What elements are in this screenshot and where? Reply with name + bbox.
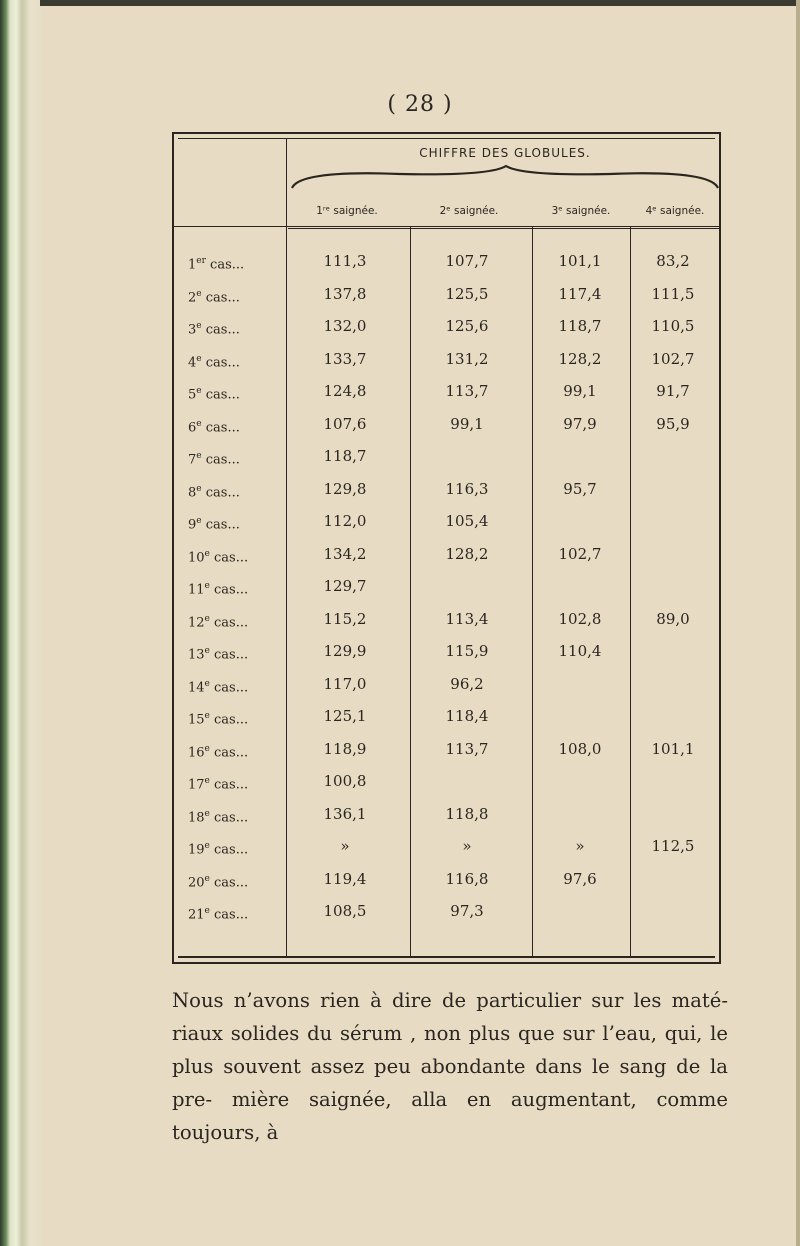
table-row	[0, 505, 800, 537]
cell-saignee-4: 102,7	[651, 349, 695, 368]
case-label	[188, 895, 288, 927]
page-top-edge	[40, 0, 800, 6]
case-ordinal-suffix: e	[204, 808, 210, 819]
cell-saignee-2: 96,2	[450, 674, 484, 693]
cell-saignee-4	[630, 668, 716, 700]
case-label	[188, 700, 288, 732]
case-label	[188, 765, 288, 797]
case-number: 8	[188, 484, 197, 500]
cell-saignee-1: »	[340, 837, 350, 855]
cell-saignee-2: 113,4	[445, 609, 489, 628]
case-text: cas...	[209, 809, 249, 825]
case-ordinal-suffix: e	[204, 711, 210, 721]
case-ordinal-suffix: e	[196, 353, 202, 364]
case-number: 2	[188, 289, 197, 305]
case-label	[188, 440, 288, 472]
cell-saignee-1: 118,7	[323, 447, 367, 465]
cell-saignee-3	[530, 798, 630, 830]
group-title: CHIFFRE DES GLOBULES.	[419, 146, 591, 160]
case-text: cas...	[209, 647, 249, 663]
cell-saignee-4: 89,0	[656, 609, 690, 628]
case-number: 9	[188, 517, 197, 533]
cell-saignee-3: 102,7	[558, 544, 602, 563]
case-label	[188, 310, 288, 342]
cell-saignee-3: 118,7	[558, 317, 602, 335]
subheader-divider-left	[174, 226, 719, 227]
cell-saignee-3	[530, 895, 630, 927]
case-number: 11	[188, 582, 205, 598]
cell-saignee-1: 108,5	[323, 902, 367, 920]
cell-saignee-3: 108,0	[558, 739, 602, 758]
table-row	[0, 570, 800, 602]
cell-saignee-3	[530, 440, 630, 472]
table-row	[0, 440, 800, 472]
cell-saignee-2: 125,5	[445, 284, 489, 303]
case-text: cas...	[209, 712, 249, 728]
cell-saignee-4: 101,1	[651, 739, 695, 758]
case-number: 15	[188, 712, 205, 728]
cell-saignee-2: 113,7	[445, 739, 489, 758]
cell-saignee-3: 128,2	[558, 349, 602, 368]
body-paragraph: Nous n’avons rien à dire de particulier sur les maté- riaux solides du sérum , non plus que sur l’eau, qui, le plus souvent assez peu abondante dans le sang de la pre- mière saignée, alla en augmentant, comme toujours, à	[172, 989, 728, 1144]
cell-saignee-2: 116,8	[445, 869, 489, 888]
cell-saignee-1: 111,3	[323, 252, 367, 270]
case-text: cas...	[201, 452, 240, 468]
case-number: 10	[188, 549, 205, 565]
case-label	[188, 668, 288, 700]
cell-saignee-4: 83,2	[656, 252, 690, 270]
case-text: cas...	[205, 257, 245, 273]
table-row	[0, 668, 800, 700]
cell-saignee-3: 101,1	[558, 252, 602, 270]
cell-saignee-1: 119,4	[323, 869, 367, 888]
case-label	[188, 375, 288, 407]
case-text: cas...	[209, 907, 249, 923]
column-header-3: 3ᵉ saignée.	[551, 205, 611, 217]
case-label	[188, 863, 288, 895]
cell-saignee-1: 107,6	[323, 414, 367, 433]
case-text: cas...	[201, 484, 240, 500]
case-label	[188, 733, 288, 765]
case-ordinal-suffix: e	[204, 906, 210, 916]
cell-saignee-4	[630, 635, 716, 667]
cell-saignee-2: 115,9	[445, 642, 489, 660]
table-row	[0, 375, 800, 407]
case-text: cas...	[209, 549, 249, 565]
table-row	[0, 895, 800, 927]
cell-saignee-1: 118,9	[323, 739, 367, 758]
case-ordinal-suffix: e	[196, 418, 202, 429]
case-label	[188, 473, 288, 505]
case-ordinal-suffix: e	[196, 288, 202, 299]
cell-saignee-2: 105,4	[445, 512, 489, 530]
case-ordinal-suffix: e	[204, 581, 210, 591]
table-row	[0, 278, 800, 310]
case-text: cas...	[201, 354, 240, 370]
case-label	[188, 570, 288, 602]
case-label	[188, 830, 288, 862]
case-number: 17	[188, 777, 205, 793]
case-label	[188, 408, 288, 440]
cell-saignee-1: 133,7	[323, 349, 367, 368]
cell-saignee-3: 95,7	[563, 479, 597, 498]
cell-saignee-3: 110,4	[558, 642, 602, 660]
cell-saignee-4: 95,9	[656, 414, 690, 433]
cell-saignee-2	[408, 570, 526, 602]
case-label	[188, 278, 288, 310]
table-row	[0, 603, 800, 635]
case-ordinal-suffix: e	[204, 548, 210, 559]
table-row	[0, 798, 800, 830]
case-number: 19	[188, 842, 205, 858]
case-ordinal-suffix: e	[204, 776, 210, 786]
cell-saignee-3: 97,6	[563, 869, 597, 888]
column-header-2: 2ᵉ saignée.	[439, 205, 499, 217]
cell-saignee-2: 128,2	[445, 544, 489, 563]
cell-saignee-1: 115,2	[323, 609, 367, 628]
case-label	[188, 505, 288, 537]
cell-saignee-2: 131,2	[445, 349, 489, 368]
table-row	[0, 310, 800, 342]
column-header-4: 4ᵉ saignée.	[645, 205, 705, 217]
case-number: 3	[188, 322, 197, 338]
cell-saignee-4	[630, 765, 716, 797]
cell-saignee-4	[630, 570, 716, 602]
cell-saignee-1: 129,8	[323, 479, 367, 498]
cell-saignee-1: 129,9	[323, 642, 367, 660]
cell-saignee-1: 117,0	[323, 674, 367, 693]
cell-saignee-2: 125,6	[445, 317, 489, 335]
cell-saignee-1: 124,8	[323, 382, 367, 400]
case-ordinal-suffix: e	[196, 516, 202, 526]
case-label	[188, 245, 288, 277]
cell-saignee-1: 132,0	[323, 317, 367, 335]
case-number: 4	[188, 354, 197, 370]
cell-saignee-2: 107,7	[445, 252, 489, 270]
case-ordinal-suffix: e	[204, 743, 210, 754]
cell-saignee-1: 112,0	[323, 512, 367, 530]
case-ordinal-suffix: er	[196, 256, 206, 266]
case-text: cas...	[209, 582, 249, 598]
cell-saignee-3	[530, 668, 630, 700]
cell-saignee-3: »	[575, 837, 585, 855]
case-ordinal-suffix: e	[204, 678, 210, 689]
case-ordinal-suffix: e	[204, 841, 210, 851]
cell-saignee-3: 102,8	[558, 609, 602, 628]
cell-saignee-4	[630, 700, 716, 732]
case-text: cas...	[201, 419, 240, 435]
cell-saignee-1: 100,8	[323, 772, 367, 790]
case-number: 5	[188, 387, 197, 403]
cell-saignee-4	[630, 505, 716, 537]
cell-saignee-2: 113,7	[445, 382, 489, 400]
case-label	[188, 343, 288, 375]
table-row	[0, 538, 800, 570]
case-ordinal-suffix: e	[196, 386, 202, 396]
cell-saignee-3	[530, 570, 630, 602]
case-label	[188, 635, 288, 667]
case-number: 6	[188, 419, 197, 435]
table-row	[0, 635, 800, 667]
case-number: 14	[188, 679, 205, 695]
column-header-1: 1ʳᵉ saignée.	[316, 205, 378, 217]
case-number: 1	[188, 257, 197, 273]
case-text: cas...	[209, 874, 249, 890]
case-number: 7	[188, 452, 197, 468]
cell-saignee-4: 111,5	[651, 284, 695, 303]
cell-saignee-2: 118,8	[445, 804, 489, 823]
cell-saignee-3	[530, 505, 630, 537]
case-ordinal-suffix: e	[204, 873, 210, 884]
case-ordinal-suffix: e	[204, 646, 210, 656]
case-number: 18	[188, 809, 205, 825]
cell-saignee-4	[630, 440, 716, 472]
cell-saignee-4	[630, 798, 716, 830]
table-row	[0, 343, 800, 375]
cell-saignee-1: 136,1	[323, 804, 367, 823]
subheader-divider-right	[288, 228, 719, 229]
cell-saignee-3: 99,1	[563, 382, 597, 400]
case-text: cas...	[201, 517, 240, 533]
cell-saignee-2	[408, 765, 526, 797]
table-row	[0, 408, 800, 440]
cell-saignee-4: 112,5	[651, 837, 695, 855]
cell-saignee-4	[630, 538, 716, 570]
case-number: 16	[188, 744, 205, 760]
cell-saignee-1: 134,2	[323, 544, 367, 563]
case-ordinal-suffix: e	[204, 613, 210, 624]
case-number: 20	[188, 874, 205, 890]
case-number: 12	[188, 614, 205, 630]
cell-saignee-3	[530, 765, 630, 797]
cell-saignee-2	[408, 440, 526, 472]
case-label	[188, 603, 288, 635]
case-ordinal-suffix: e	[196, 321, 202, 331]
cell-saignee-3	[530, 700, 630, 732]
cell-saignee-2: 99,1	[450, 414, 484, 433]
case-text: cas...	[209, 744, 249, 760]
case-text: cas...	[209, 842, 249, 858]
cell-saignee-1: 129,7	[323, 577, 367, 595]
case-number: 21	[188, 907, 205, 923]
case-text: cas...	[201, 387, 240, 403]
cell-saignee-2: 118,4	[445, 707, 489, 725]
cell-saignee-2: »	[462, 837, 472, 855]
table-row	[0, 473, 800, 505]
page-number: ( 28 )	[387, 92, 453, 117]
case-text: cas...	[201, 289, 240, 305]
case-ordinal-suffix: e	[196, 451, 202, 461]
cell-saignee-2: 116,3	[445, 479, 489, 498]
cell-saignee-2: 97,3	[450, 902, 484, 920]
cell-saignee-4: 110,5	[651, 317, 695, 335]
cell-saignee-4	[630, 863, 716, 895]
cell-saignee-3: 97,9	[563, 414, 597, 433]
table-row	[0, 830, 800, 862]
table-row	[0, 863, 800, 895]
case-ordinal-suffix: e	[196, 483, 202, 494]
case-label	[188, 798, 288, 830]
header-brace	[290, 164, 720, 190]
case-label	[188, 538, 288, 570]
table-row	[0, 765, 800, 797]
cell-saignee-4	[630, 473, 716, 505]
cell-saignee-4: 91,7	[656, 382, 690, 400]
cell-saignee-1: 137,8	[323, 284, 367, 303]
case-text: cas...	[209, 679, 249, 695]
cell-saignee-4	[630, 895, 716, 927]
table-row	[0, 245, 800, 277]
cell-saignee-3: 117,4	[558, 284, 602, 303]
case-text: cas...	[201, 322, 240, 338]
table-row	[0, 700, 800, 732]
case-text: cas...	[209, 777, 249, 793]
table-row	[0, 733, 800, 765]
case-number: 13	[188, 647, 205, 663]
cell-saignee-1: 125,1	[323, 707, 367, 725]
case-text: cas...	[209, 614, 249, 630]
